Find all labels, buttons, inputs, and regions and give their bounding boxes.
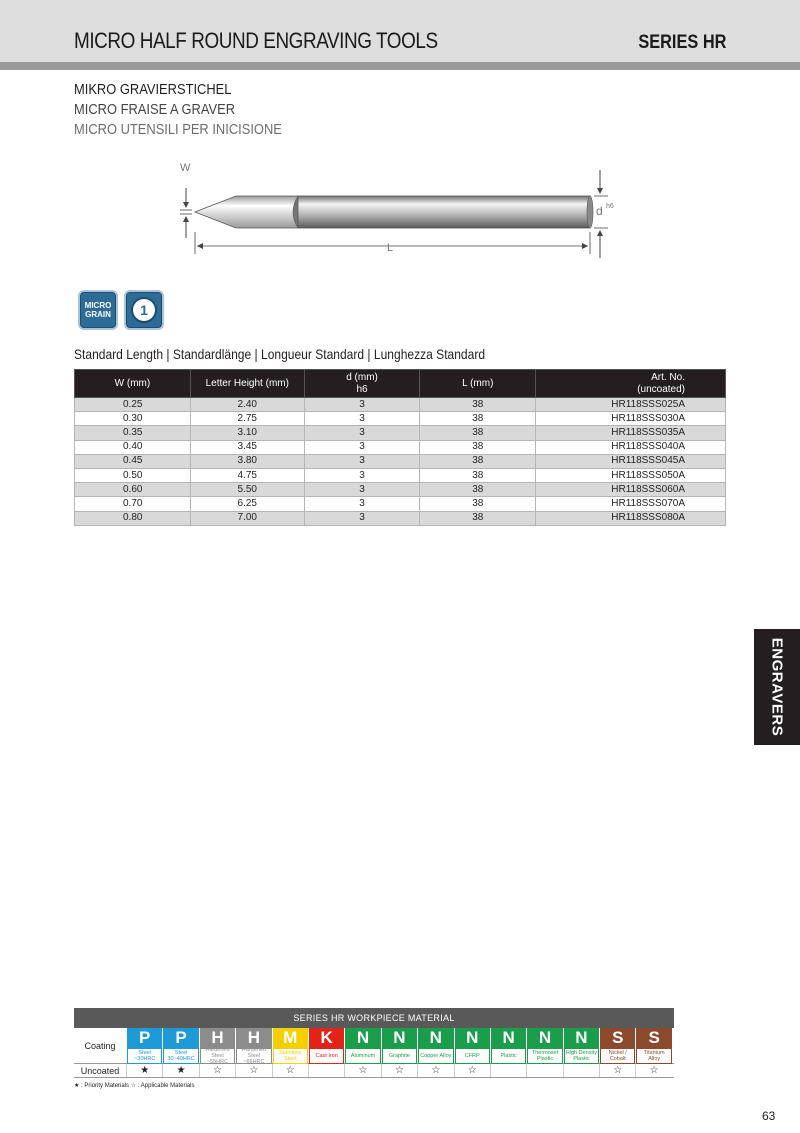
material-name: Stainless Steel [273, 1048, 308, 1064]
material-group-letter: N [491, 1028, 526, 1048]
cell-d: 3 [304, 412, 420, 426]
single-flute-icon [124, 290, 164, 330]
w-dimension-label: W [180, 162, 191, 174]
cell-l: 38 [420, 511, 536, 525]
page-number: 63 [762, 1109, 776, 1123]
subtitle-block [74, 80, 316, 140]
cell-art: HR118SSS040A [536, 440, 726, 454]
material-cell [490, 1028, 526, 1063]
cell-l: 38 [420, 398, 536, 412]
engraving-tool-illustration [170, 158, 620, 270]
micro-grain-line2: GRAIN [85, 310, 111, 319]
header-w: W (mm) [75, 370, 191, 398]
cell-w: 0.40 [75, 440, 191, 454]
cell-w: 0.45 [75, 454, 191, 468]
material-group-letter: N [527, 1028, 562, 1048]
material-row [74, 1028, 674, 1064]
table-row [75, 497, 726, 511]
subtitle-italian: MICRO UTENSILI PER INICISIONE [74, 121, 282, 138]
page-header [0, 0, 800, 62]
cell-l: 38 [420, 497, 536, 511]
material-group-letter: N [564, 1028, 599, 1048]
table-row [75, 454, 726, 468]
material-group-letter: N [418, 1028, 453, 1048]
material-group-letter: N [455, 1028, 490, 1048]
material-cell [635, 1028, 671, 1063]
cell-d: 3 [304, 426, 420, 440]
header-divider [0, 62, 800, 70]
d-tolerance-label: h6 [606, 203, 614, 210]
material-name: Thermoset Plastic [527, 1048, 562, 1064]
material-name: Steel ~30HRC [127, 1048, 162, 1064]
material-cell [235, 1028, 271, 1063]
cell-lh: 2.40 [190, 398, 304, 412]
material-cell [526, 1028, 562, 1063]
header-art-main: Art. No. [651, 371, 685, 383]
material-group-letter: N [382, 1028, 417, 1048]
material-cell [162, 1028, 198, 1063]
cell-lh: 5.50 [190, 483, 304, 497]
material-group-letter: N [345, 1028, 380, 1048]
material-name: Plastic [491, 1048, 526, 1064]
spec-table [74, 369, 726, 526]
cell-w: 0.70 [75, 497, 191, 511]
cell-w: 0.30 [75, 412, 191, 426]
cell-lh: 2.75 [190, 412, 304, 426]
cell-lh: 3.80 [190, 454, 304, 468]
cell-art: HR118SSS060A [536, 483, 726, 497]
rating-cell: ☆ [454, 1064, 490, 1077]
subtitle-german: MIKRO GRAVIERSTICHEL [74, 81, 232, 98]
cell-d: 3 [304, 440, 420, 454]
table-row [75, 398, 726, 412]
cell-l: 38 [420, 483, 536, 497]
material-name: Titanium Alloy [636, 1048, 671, 1064]
cell-art: HR118SSS050A [536, 468, 726, 482]
material-name: Copper Alloy [418, 1048, 453, 1064]
header-d [304, 370, 420, 398]
material-cell [417, 1028, 453, 1063]
cell-d: 3 [304, 483, 420, 497]
material-name: Hardened Steel ~55HRC [200, 1048, 235, 1064]
rating-cell [526, 1064, 562, 1077]
cell-lh: 6.25 [190, 497, 304, 511]
cell-d: 3 [304, 497, 420, 511]
l-dimension-label: L [387, 242, 394, 254]
cell-l: 38 [420, 440, 536, 454]
rating-cell [308, 1064, 344, 1077]
cell-art: HR118SSS080A [536, 511, 726, 525]
material-name: Nickel / Cobalt [600, 1048, 635, 1064]
flute-count: 1 [131, 297, 157, 323]
rating-cell: ☆ [199, 1064, 235, 1077]
rating-cell: ☆ [344, 1064, 380, 1077]
material-name: Graphite [382, 1048, 417, 1064]
cell-l: 38 [420, 426, 536, 440]
rating-cell [490, 1064, 526, 1077]
table-row [75, 426, 726, 440]
micro-grain-icon [78, 290, 118, 330]
material-cell [563, 1028, 599, 1063]
header-d-sub: h6 [356, 383, 368, 395]
header-l: L (mm) [420, 370, 536, 398]
section-tab[interactable] [754, 629, 800, 745]
rating-cell: ☆ [272, 1064, 308, 1077]
cell-lh: 3.45 [190, 440, 304, 454]
material-group-letter: M [273, 1028, 308, 1048]
rating-cell: ★ [162, 1064, 198, 1077]
material-cell [308, 1028, 344, 1063]
header-art-sub: (uncoated) [637, 383, 685, 395]
cell-art: HR118SSS070A [536, 497, 726, 511]
material-group-letter: S [600, 1028, 635, 1048]
d-dimension-label: d [596, 204, 603, 218]
cell-w: 0.35 [75, 426, 191, 440]
workpiece-title: SERIES HR WORKPIECE MATERIAL [74, 1008, 674, 1028]
workpiece-material-table [74, 1008, 674, 1078]
cell-d: 3 [304, 511, 420, 525]
header-letter-height: Letter Height (mm) [190, 370, 304, 398]
cell-l: 38 [420, 468, 536, 482]
material-group-letter: P [127, 1028, 162, 1048]
cell-art: HR118SSS045A [536, 454, 726, 468]
material-cell [272, 1028, 308, 1063]
cell-art: HR118SSS030A [536, 412, 726, 426]
material-group-letter: K [309, 1028, 344, 1048]
table-row [75, 440, 726, 454]
table-row [75, 483, 726, 497]
rating-cell: ☆ [599, 1064, 635, 1077]
cell-w: 0.60 [75, 483, 191, 497]
table-row [75, 412, 726, 426]
rating-cell: ☆ [635, 1064, 671, 1077]
header-d-main: d (mm) [346, 371, 378, 383]
page-title: MICRO HALF ROUND ENGRAVING TOOLS [74, 28, 438, 53]
material-name: CFRP [455, 1048, 490, 1064]
series-label: SERIES HR [637, 32, 726, 53]
material-cell [344, 1028, 380, 1063]
cell-d: 3 [304, 398, 420, 412]
rating-cell: ☆ [235, 1064, 271, 1077]
micro-grain-line1: MICRO [84, 301, 112, 310]
material-cell [126, 1028, 162, 1063]
cell-d: 3 [304, 454, 420, 468]
material-cell [599, 1028, 635, 1063]
material-group-letter: H [200, 1028, 235, 1048]
table-header-row [75, 370, 726, 398]
rating-row [74, 1064, 674, 1078]
cell-d: 3 [304, 468, 420, 482]
rating-legend: ★ : Priority Materials ☆ : Applicable Materials [74, 1083, 195, 1089]
tool-drawing [170, 158, 620, 270]
rating-cell [563, 1064, 599, 1077]
cell-w: 0.50 [75, 468, 191, 482]
table-caption: Standard Length | Standardlänge | Longueur Standard | Lunghezza Standard [74, 346, 486, 362]
material-group-letter: S [636, 1028, 671, 1048]
cell-w: 0.80 [75, 511, 191, 525]
material-cell [381, 1028, 417, 1063]
uncoated-label: Uncoated [80, 1065, 120, 1076]
rating-cell: ★ [126, 1064, 162, 1077]
material-group-letter: H [236, 1028, 271, 1048]
feature-badges [78, 290, 164, 330]
table-row [75, 511, 726, 525]
cell-lh: 4.75 [190, 468, 304, 482]
header-art-no [536, 370, 726, 398]
material-cell [454, 1028, 490, 1063]
section-tab-label: ENGRAVERS [768, 637, 786, 737]
coating-label: Coating [84, 1040, 116, 1051]
table-body [75, 398, 726, 526]
rating-cell: ☆ [417, 1064, 453, 1077]
material-name: Hardened Steel ~66HRC [236, 1048, 271, 1064]
rating-cell: ☆ [381, 1064, 417, 1077]
cell-l: 38 [420, 412, 536, 426]
cell-w: 0.25 [75, 398, 191, 412]
material-cell [199, 1028, 235, 1063]
material-name: Steel 30~40HRC [163, 1048, 198, 1064]
material-name: Aluminum [345, 1048, 380, 1064]
cell-lh: 3.10 [190, 426, 304, 440]
cell-l: 38 [420, 454, 536, 468]
cell-art: HR118SSS025A [536, 398, 726, 412]
material-group-letter: P [163, 1028, 198, 1048]
cell-lh: 7.00 [190, 511, 304, 525]
material-name: Cast Iron [309, 1048, 344, 1064]
material-name: High Density Plastic [564, 1048, 599, 1064]
cell-art: HR118SSS035A [536, 426, 726, 440]
table-row [75, 468, 726, 482]
subtitle-french: MICRO FRAISE A GRAVER [74, 101, 236, 118]
